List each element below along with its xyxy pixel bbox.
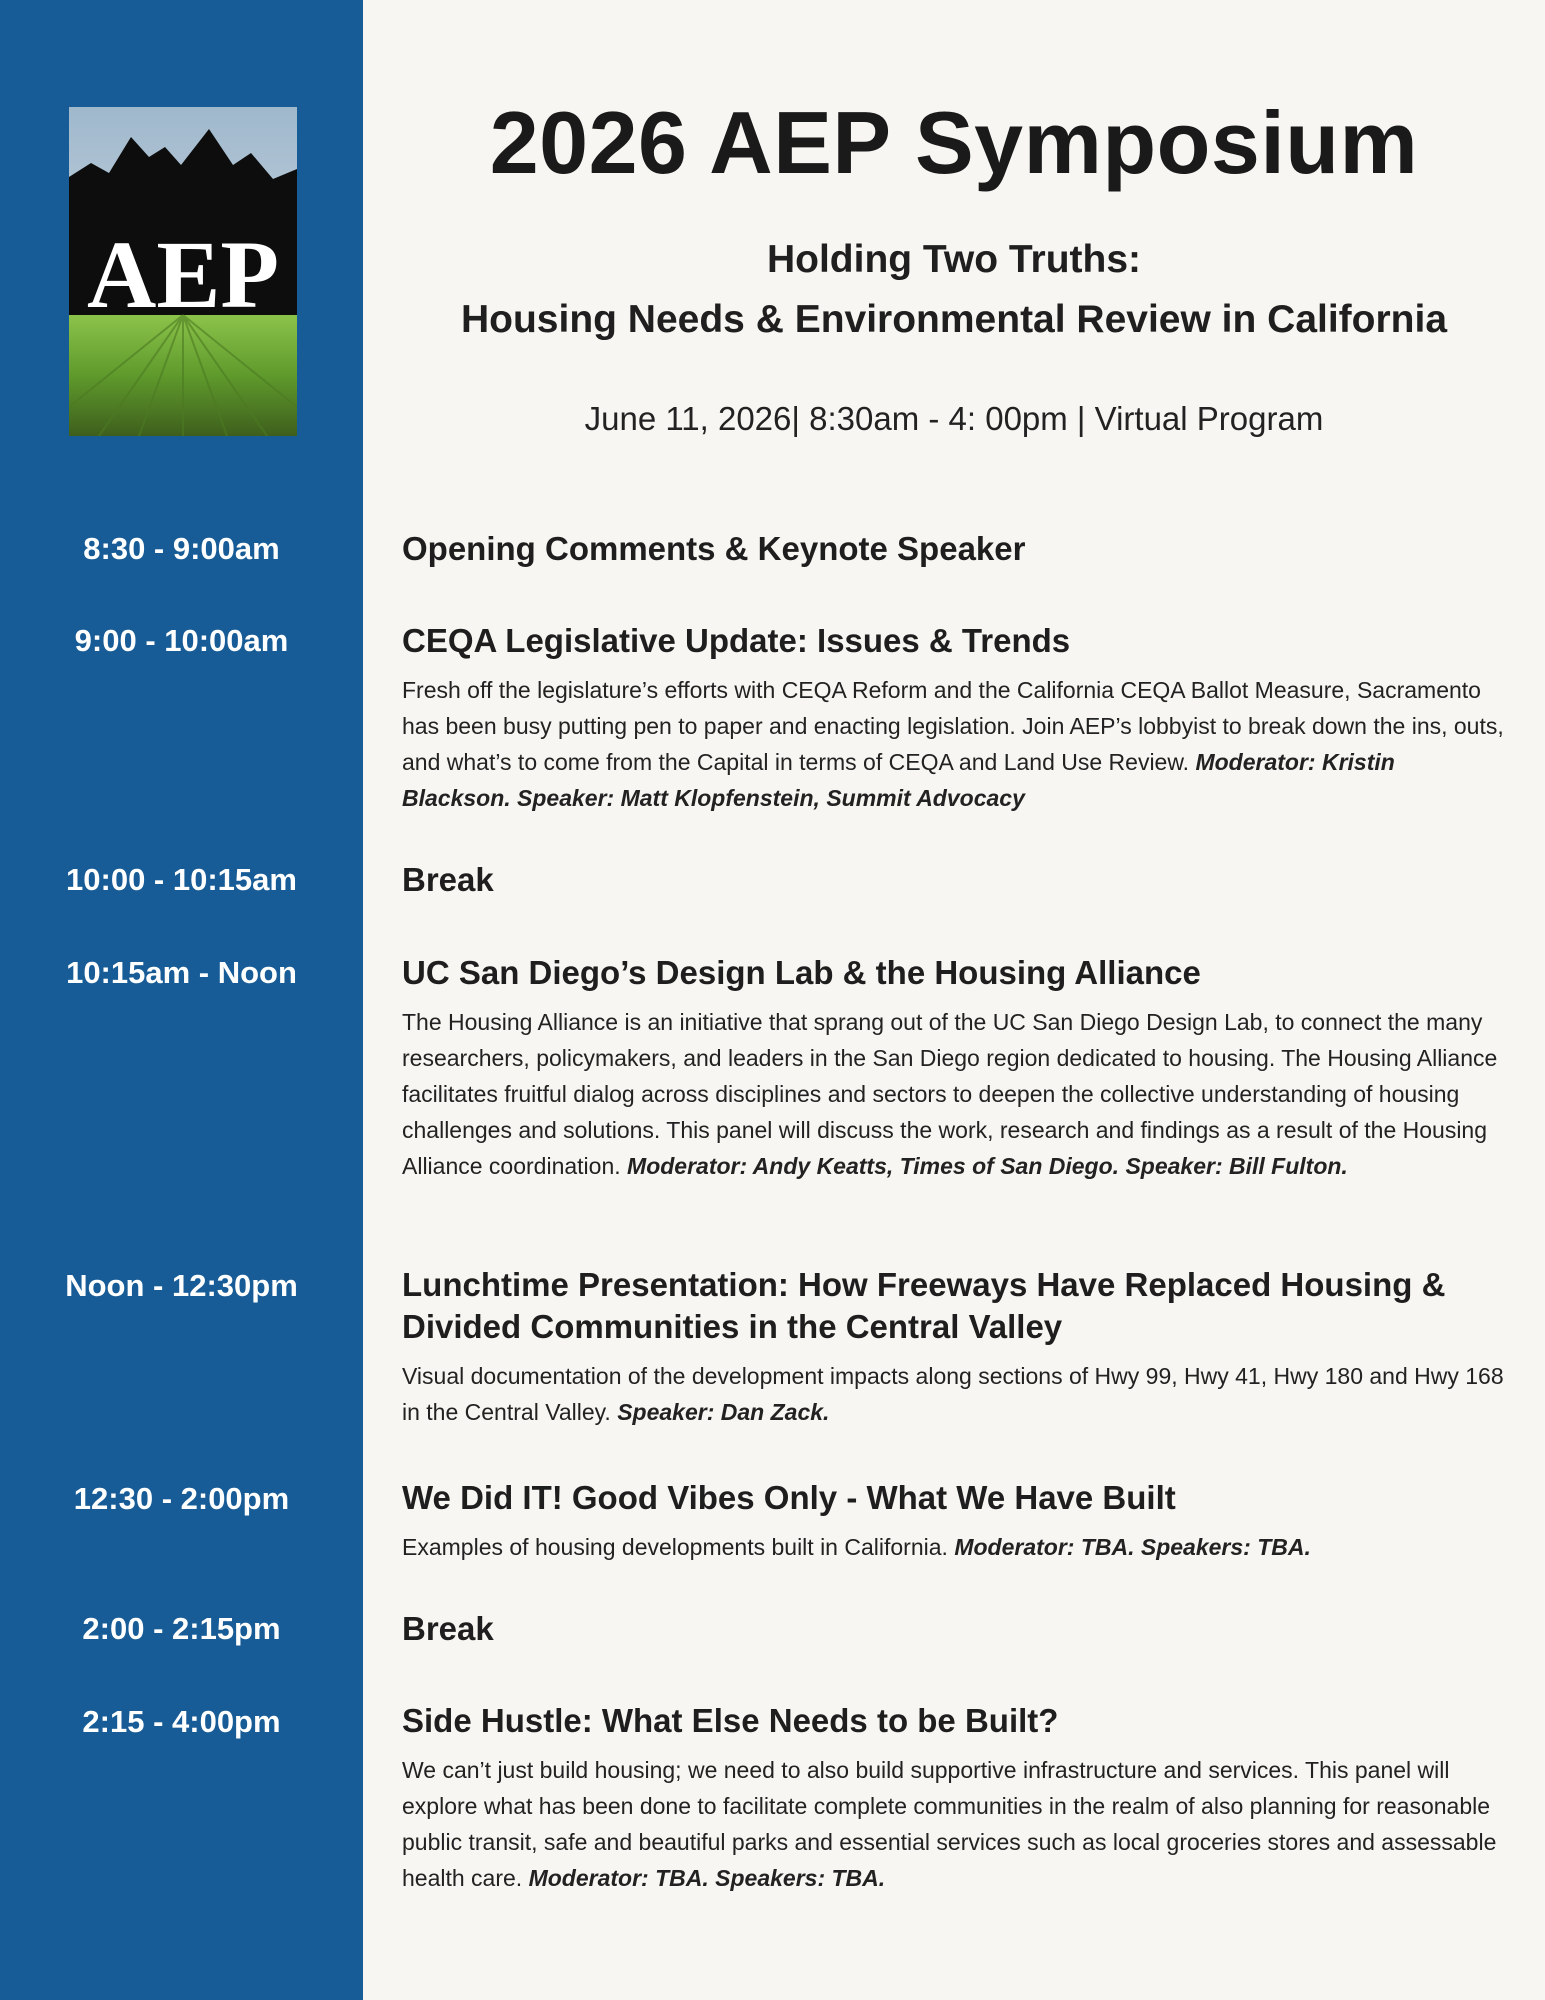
page-title: 2026 AEP Symposium xyxy=(489,93,1419,192)
session-title: Side Hustle: What Else Needs to be Built? xyxy=(402,1702,1059,1739)
schedule-session xyxy=(402,1700,1505,1896)
schedule-session xyxy=(402,1264,1505,1430)
schedule-time: Noon - 12:30pm xyxy=(65,1268,298,1303)
session-title: We Did IT! Good Vibes Only - What We Have Built xyxy=(402,1479,1176,1516)
schedule-session xyxy=(402,620,1505,816)
session-desc-text: The Housing Alliance is an initiative that sprang out of the UC San Diego Design Lab, to connect the many researchers, policymakers, and leaders in the San Diego region dedicated to housing. The Housing Alliance facilitates fruitful dialog across disciplines and sectors to deepen the collective understanding of housing challenges and solutions. This panel will discuss the work, research and findings as a result of the Housing Alliance coordination. xyxy=(402,1009,1498,1179)
schedule-session xyxy=(402,952,1505,1184)
aep-logo xyxy=(69,107,297,436)
schedule-session xyxy=(402,1608,1505,1650)
session-title: Lunchtime Presentation: How Freeways Have Replaced Housing & Divided Communities in the Central Valley xyxy=(402,1266,1446,1345)
schedule-session xyxy=(402,528,1505,570)
schedule-time: 2:15 - 4:00pm xyxy=(82,1704,281,1739)
logo-text: AEP xyxy=(87,221,279,328)
schedule-time: 12:30 - 2:00pm xyxy=(73,1481,290,1516)
session-credits: Moderator: Kristin Blackson. Speaker: Matt Klopfenstein, Summit Advocacy xyxy=(402,749,1395,811)
session-title: CEQA Legislative Update: Issues & Trends xyxy=(402,622,1071,659)
schedule-time: 10:00 - 10:15am xyxy=(66,862,297,897)
session-description xyxy=(402,672,1505,816)
session-description xyxy=(402,1004,1505,1184)
schedule-session xyxy=(402,859,1505,901)
session-credits: Moderator: Andy Keatts, Times of San Diego. Speaker: Bill Fulton. xyxy=(627,1153,1348,1179)
subtitle-line-2: Housing Needs & Environmental Review in California xyxy=(460,298,1448,341)
event-dateline: June 11, 2026| 8:30am - 4: 00pm | Virtual Program xyxy=(584,400,1324,437)
schedule-time: 10:15am - Noon xyxy=(66,955,297,990)
subtitle-line-1: Holding Two Truths: xyxy=(766,238,1142,281)
schedule-time: 8:30 - 9:00am xyxy=(83,531,280,566)
session-description xyxy=(402,1529,1505,1565)
session-title: Opening Comments & Keynote Speaker xyxy=(402,530,1026,567)
session-desc-text: We can’t just build housing; we need to also build supportive infrastructure and services. This panel will explore what has been done to facilitate complete communities in the realm of also planning for reasonable public transit, safe and beautiful parks and essential services such as local groceries stores and assessable health care. xyxy=(402,1757,1497,1891)
schedule-time: 9:00 - 10:00am xyxy=(74,623,289,658)
session-credits: Speaker: Dan Zack. xyxy=(617,1399,830,1425)
session-credits: Moderator: TBA. Speakers: TBA. xyxy=(528,1865,886,1891)
session-title: UC San Diego’s Design Lab & the Housing Alliance xyxy=(402,954,1201,991)
session-title: Break xyxy=(402,1610,494,1647)
schedule-time: 2:00 - 2:15pm xyxy=(82,1611,281,1646)
session-description xyxy=(402,1358,1505,1430)
schedule-session xyxy=(402,1477,1505,1565)
session-credits: Moderator: TBA. Speakers: TBA. xyxy=(954,1534,1311,1560)
session-title: Break xyxy=(402,861,494,898)
session-desc-text: Fresh off the legislature’s efforts with CEQA Reform and the California CEQA Ballot Measure, Sacramento has been busy putting pen to paper and enacting legislation. Join AEP’s lobbyist to break down the ins, outs, and what’s to come from the Capital in terms of CEQA and Land Use Review. xyxy=(402,677,1504,775)
session-desc-text: Visual documentation of the development impacts along sections of Hwy 99, Hwy 41, Hwy 180 and Hwy 168 in the Central Valley. xyxy=(402,1363,1504,1425)
session-desc-text: Examples of housing developments built in California. xyxy=(402,1534,955,1560)
session-description xyxy=(402,1752,1505,1896)
